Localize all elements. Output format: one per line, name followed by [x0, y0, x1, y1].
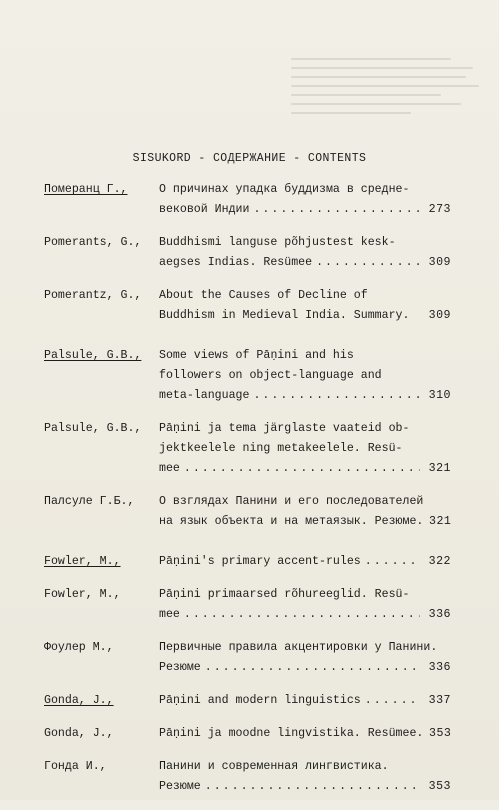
entry-author: Pomerants, G., [44, 236, 142, 249]
page-number: 321 [429, 515, 452, 528]
entry-title-line [159, 366, 451, 386]
entry-title-text: на язык объекта и на метаязык. Резюме. [159, 515, 424, 528]
contents-entry [0, 691, 499, 711]
page-number: 353 [429, 727, 452, 740]
entry-title-line [159, 492, 451, 512]
contents-entry [0, 180, 499, 220]
entry-author: Фоулер М., [44, 641, 114, 654]
contents-entry [0, 419, 499, 479]
entry-title-line [159, 233, 451, 253]
entry-title-line [159, 691, 451, 711]
page-number: 336 [428, 608, 451, 621]
entry-title-text: About the Causes of Decline of [159, 289, 368, 302]
entry-title-text: Buddhismi languse põhjustest kesk- [159, 236, 396, 249]
entry-title-line [159, 439, 451, 459]
entry-title-line [159, 605, 451, 625]
page-number: 336 [428, 661, 451, 674]
contents-entry [0, 724, 499, 744]
entry-title-text: О причинах упадка буддизма в средне- [159, 183, 410, 196]
entry-author: Palsule, G.B., [44, 349, 142, 362]
contents-entry [0, 492, 499, 532]
entry-title-text: meta-language [159, 389, 250, 402]
entry-title-text: Pāṇini's primary accent-rules [159, 555, 361, 568]
entry-title-line [159, 346, 451, 366]
entry-title-line [159, 200, 451, 220]
contents-list [0, 180, 499, 810]
contents-entry [0, 233, 499, 273]
dot-leader [253, 200, 420, 220]
entry-author: Fowler, M., [44, 588, 121, 601]
entry-title-text: Резюме [159, 780, 201, 793]
entry-title-line [159, 658, 451, 678]
entry-title-line [159, 386, 451, 406]
entry-author: Померанц Г., [44, 183, 128, 196]
contents-entry [0, 552, 499, 572]
entry-title-text: вековой Индии [159, 203, 250, 216]
dot-leader [253, 386, 420, 406]
entry-author: Гонда И., [44, 760, 107, 773]
contents-entry [0, 638, 499, 678]
entry-title-line [159, 724, 451, 744]
show-through-text [291, 58, 481, 154]
entry-title-line [159, 306, 451, 326]
entry-author: Палсуле Г.Б., [44, 495, 135, 508]
contents-entry [0, 585, 499, 625]
dot-leader [184, 605, 420, 625]
entry-title-text: mee [159, 462, 180, 475]
entry-title-text: Панини и современная лингвистика. [159, 760, 389, 773]
dot-leader [184, 459, 420, 479]
entry-author: Fowler, M., [44, 555, 121, 568]
entry-title-text: aegses Indias. Resümee [159, 256, 313, 269]
entry-title-line [159, 286, 451, 306]
dot-leader [205, 658, 420, 678]
page-number: 309 [428, 309, 451, 322]
entry-title-text: Pāṇini ja tema järglaste vaateid ob- [159, 422, 410, 435]
entry-author: Gonda, J., [44, 694, 114, 707]
entry-title-line [159, 180, 451, 200]
entry-title-line [159, 585, 451, 605]
page-number: 337 [428, 694, 451, 707]
entry-title-line [159, 777, 451, 797]
entry-author: Palsule, G.B., [44, 422, 142, 435]
entry-title-line [159, 552, 451, 572]
page-number: 353 [428, 780, 451, 793]
page-number: 273 [428, 203, 451, 216]
entry-title-text: Buddhism in Medieval India. Summary. [159, 309, 410, 322]
dot-leader [205, 777, 420, 797]
entry-title-text: Первичные правила акцентировки у Панини. [159, 641, 438, 654]
dot-leader [316, 253, 420, 273]
entry-title-line [159, 757, 451, 777]
entry-title-line [159, 459, 451, 479]
dot-leader [365, 691, 420, 711]
contents-heading: SISUKORD - СОДЕРЖАНИЕ - CONTENTS [132, 152, 367, 165]
dot-leader [365, 552, 420, 572]
entry-title-text: Pāṇini and modern linguistics [159, 694, 361, 707]
entry-title-text: О взглядах Панини и его последователей [159, 495, 424, 508]
entry-author: Pomerantz, G., [44, 289, 142, 302]
entry-title-line [159, 512, 451, 532]
contents-entry [0, 286, 499, 326]
page-number: 309 [428, 256, 451, 269]
entry-title-line [159, 253, 451, 273]
page-number: 321 [428, 462, 451, 475]
entry-title-text: jektkeelele ning metakeelele. Resü- [159, 442, 403, 455]
entry-title-text: Резюме [159, 661, 201, 674]
entry-title-line [159, 419, 451, 439]
entry-title-text: mee [159, 608, 180, 621]
entry-title-text: Pāṇini primaarsed rõhureeglid. Resü- [159, 588, 410, 601]
contents-entry [0, 346, 499, 406]
page-number: 322 [428, 555, 451, 568]
entry-title-text: Pāṇini ja moodne lingvistika. Resümee. [159, 727, 424, 740]
page-number: 310 [428, 389, 451, 402]
contents-entry [0, 757, 499, 797]
entry-title-text: Some views of Pāṇini and his [159, 349, 354, 362]
entry-title-line [159, 638, 451, 658]
entry-title-text: followers on object-language and [159, 369, 382, 382]
entry-author: Gonda, J., [44, 727, 114, 740]
